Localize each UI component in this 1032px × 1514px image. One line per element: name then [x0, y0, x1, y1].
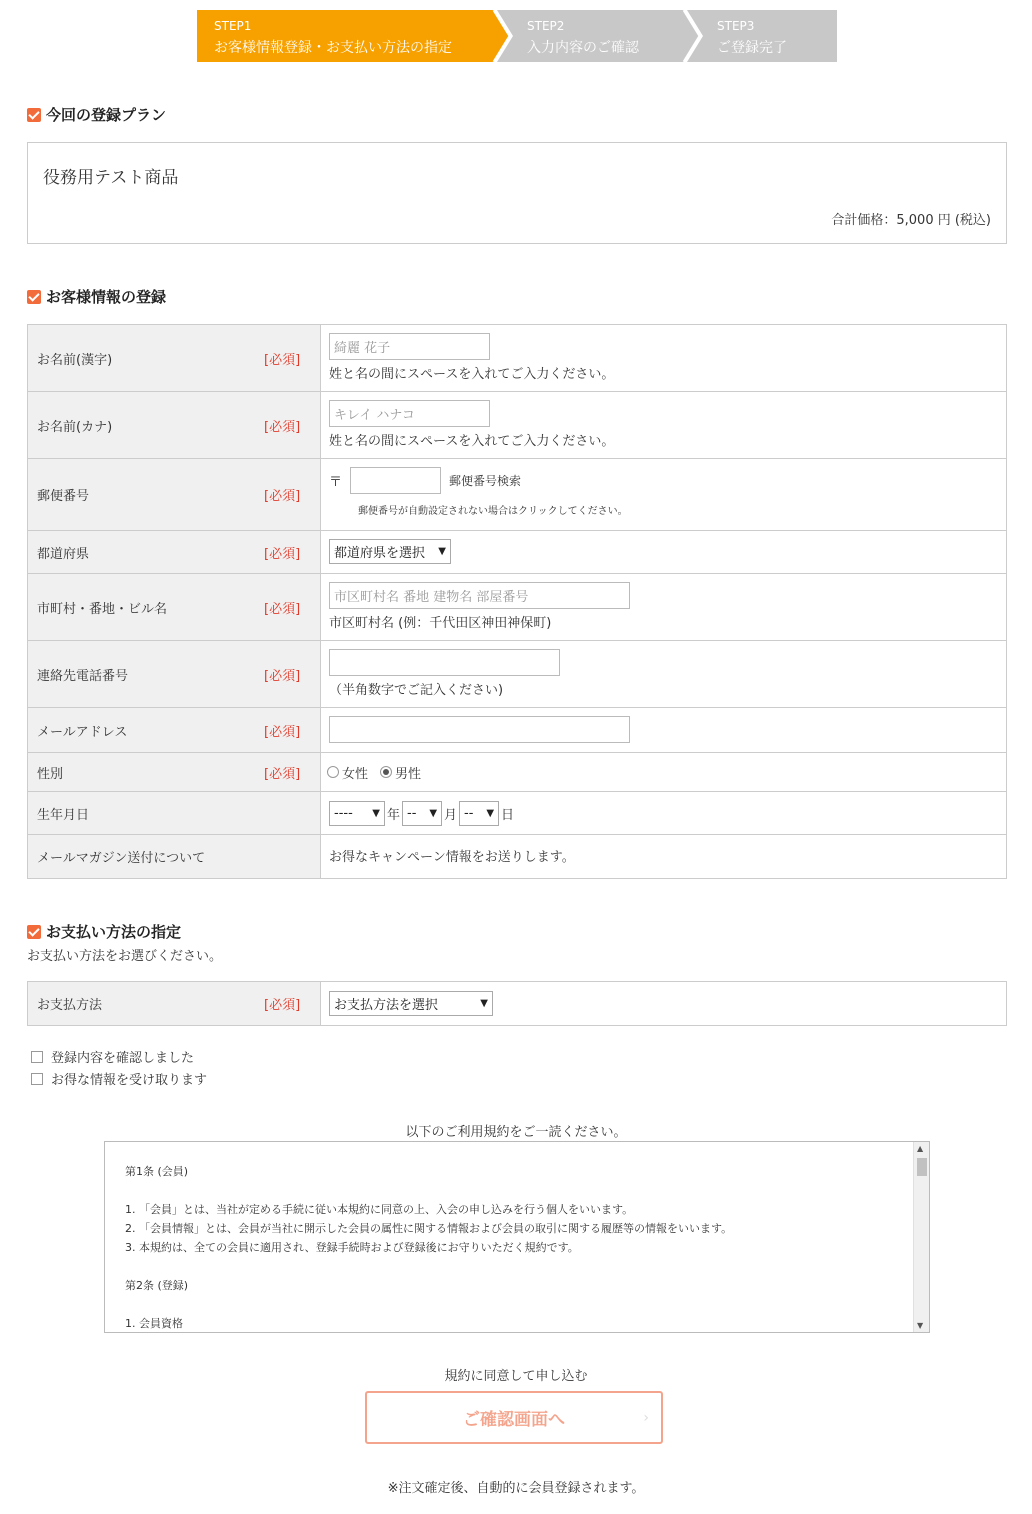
address-note: 市区町村名 (例：千代田区神田神保町) [329, 616, 552, 631]
caret-down-icon: ▼ [486, 807, 495, 819]
row-phone [28, 641, 1006, 708]
agree-text: 規約に同意して申し込む [444, 1369, 588, 1384]
terms-line-blank [125, 1295, 732, 1314]
birth-year-select[interactable] [329, 801, 385, 826]
checkbox-checked-icon [27, 108, 41, 122]
terms-line: 第2条 (登録) [125, 1279, 189, 1292]
year-unit: 年 [387, 807, 401, 823]
phone-label: 連絡先電話番号 [37, 668, 129, 684]
step-2-label: 入力内容のご確認 [527, 40, 639, 56]
payment-subtext: お支払い方法をお選びください。 [27, 949, 223, 964]
payment-select[interactable] [329, 991, 493, 1016]
prefecture-select[interactable] [329, 539, 451, 564]
label-cell [28, 392, 321, 458]
plan-name: 役務用テスト商品 [43, 168, 179, 188]
terms-line-blank [125, 1257, 732, 1276]
scroll-up-icon[interactable]: ▲ [917, 1144, 924, 1153]
checkbox-checked-icon [27, 925, 41, 939]
checkbox-checked-icon [27, 290, 41, 304]
payment-form [27, 981, 1007, 1026]
terms-line-blank [125, 1181, 732, 1200]
row-payment [28, 982, 1006, 1026]
label-cell [28, 641, 321, 707]
month-unit: 月 [444, 807, 458, 823]
customer-form [27, 324, 1007, 879]
postal-prefix: 〒 [329, 475, 343, 490]
required-badge: [必須] [264, 766, 301, 782]
address-label: 市町村・番地・ビル名 [37, 601, 168, 617]
required-badge: [必須] [264, 998, 301, 1013]
birth-month-value: -- [407, 805, 417, 821]
name-kana-label: お名前(カナ) [37, 419, 113, 435]
payment-heading [27, 921, 181, 942]
row-prefecture [28, 531, 1006, 574]
phone-note: （半角数字でご記入ください) [329, 683, 504, 698]
caret-down-icon: ▼ [480, 998, 488, 1009]
terms-scrollbar[interactable] [913, 1142, 929, 1332]
gender-male-label: 男性 [395, 766, 422, 782]
terms-line: 2. 「会員情報」とは、会員が当社に開示した会員の属性に関する情報および会員の取引に関する履歴等の情報をいいます。 [125, 1222, 733, 1235]
required-badge: [必須] [264, 546, 301, 562]
label-cell [28, 459, 321, 530]
row-birth [28, 792, 1006, 835]
terms-content [125, 1162, 732, 1333]
step-3 [684, 10, 837, 62]
step-1-label: お客様情報登録・お支払い方法の指定 [214, 40, 452, 56]
terms-line: 3. 本規約は、全ての会員に適用され、登録手続時および登録後にお守りいただく規約です。 [125, 1241, 579, 1254]
caret-down-icon: ▼ [372, 807, 380, 819]
value-cell [321, 459, 1006, 530]
day-unit: 日 [501, 807, 515, 823]
step-2-num: STEP2 [527, 19, 565, 33]
row-gender [28, 753, 1006, 792]
customer-heading-text: お客様情報の登録 [46, 288, 167, 306]
postal-label: 郵便番号 [37, 489, 90, 504]
row-address [28, 574, 1006, 641]
postal-search-link[interactable]: 郵便番号検索 [449, 474, 522, 488]
caret-down-icon: ▼ [429, 807, 438, 819]
value-cell [321, 753, 1006, 791]
payment-label: お支払方法 [37, 998, 103, 1013]
radio-selected-icon [380, 766, 392, 778]
info-checkbox-row[interactable] [31, 1069, 207, 1088]
info-checkbox[interactable] [31, 1073, 43, 1085]
footer-note: ※注文確定後、自動的に会員登録されます。 [387, 1481, 645, 1496]
required-badge: [必須] [264, 489, 301, 504]
birth-month-select[interactable] [402, 801, 442, 826]
postal-note: 郵便番号が自動設定されない場合はクリックしてください。 [358, 506, 628, 517]
gender-label: 性別 [37, 766, 64, 782]
plan-heading [27, 104, 166, 125]
chevron-right-icon: › [643, 1409, 649, 1426]
label-cell [28, 531, 321, 573]
name-kanji-note: 姓と名の間にスペースを入れてご入力ください。 [329, 367, 615, 382]
step-1 [197, 10, 507, 62]
value-cell [321, 982, 1006, 1025]
gender-female-radio[interactable] [327, 763, 368, 782]
magazine-label: メールマガジン送付について [37, 851, 206, 866]
plan-price: 合計価格：5,000 円 (税込) [831, 213, 991, 228]
value-cell [321, 835, 1006, 878]
name-kana-note: 姓と名の間にスペースを入れてご入力ください。 [329, 434, 615, 449]
required-badge: [必須] [264, 668, 301, 684]
terms-title: 以下のご利用規約をご一読ください。 [405, 1125, 627, 1140]
confirm-button-label: ご確認画面へ [463, 1410, 565, 1430]
gender-male-radio[interactable] [380, 763, 421, 782]
email-input[interactable] [329, 716, 630, 743]
label-cell [28, 753, 321, 791]
value-cell [321, 574, 1006, 640]
postal-input[interactable] [350, 467, 441, 494]
step-3-label: ご登録完了 [717, 40, 787, 56]
step-progress [197, 10, 837, 62]
birth-day-value: -- [464, 805, 474, 821]
payment-select-value: お支払方法を選択 [334, 998, 439, 1013]
name-kana-input[interactable]: キレイ ハナコ [329, 400, 490, 427]
label-cell [28, 835, 321, 878]
step-3-num: STEP3 [717, 19, 755, 33]
confirm-checkbox-label: 登録内容を確認しました [51, 1051, 195, 1066]
caret-down-icon: ▼ [438, 546, 446, 557]
address-input[interactable]: 市区町村名 番地 建物名 部屋番号 [329, 582, 630, 609]
confirm-checkbox[interactable] [31, 1051, 43, 1063]
value-cell [321, 792, 1006, 834]
value-cell [321, 392, 1006, 458]
birth-year-value: ---- [334, 805, 353, 821]
gender-female-label: 女性 [342, 766, 369, 782]
name-kanji-input[interactable]: 綺麗 花子 [329, 333, 490, 360]
radio-icon [327, 766, 339, 778]
required-badge: [必須] [264, 419, 301, 435]
payment-heading-text: お支払い方法の指定 [46, 923, 182, 941]
magazine-text: お得なキャンペーン情報をお送りします。 [329, 850, 575, 865]
value-cell [321, 641, 1006, 707]
prefecture-select-value: 都道府県を選択 [334, 546, 426, 561]
birth-day-select[interactable] [459, 801, 499, 826]
info-checkbox-label: お得な情報を受け取ります [51, 1073, 208, 1088]
confirm-checkbox-row[interactable] [31, 1047, 194, 1066]
value-cell [321, 531, 1006, 573]
terms-line: 1. 会員資格 [125, 1317, 183, 1330]
row-magazine [28, 835, 1006, 879]
value-cell [321, 325, 1006, 391]
confirm-button[interactable] [365, 1391, 663, 1444]
scroll-thumb[interactable] [917, 1158, 927, 1176]
label-cell [28, 574, 321, 640]
customer-heading [27, 286, 166, 307]
row-postal [28, 459, 1006, 531]
value-cell [321, 708, 1006, 752]
label-cell [28, 708, 321, 752]
step-2 [494, 10, 694, 62]
birth-label: 生年月日 [37, 807, 90, 823]
label-cell [28, 325, 321, 391]
row-name-kana [28, 392, 1006, 459]
phone-input[interactable] [329, 649, 560, 676]
scroll-down-icon[interactable]: ▼ [917, 1321, 924, 1330]
step-1-num: STEP1 [214, 19, 252, 33]
row-email [28, 708, 1006, 753]
required-badge: [必須] [264, 352, 301, 368]
plan-box [27, 142, 1007, 244]
label-cell [28, 982, 321, 1025]
email-label: メールアドレス [37, 724, 128, 740]
terms-line: 第1条 (会員) [125, 1165, 189, 1178]
required-badge: [必須] [264, 601, 301, 617]
prefecture-label: 都道府県 [37, 546, 90, 562]
terms-line: 1. 「会員」とは、当社が定める手続に従い本規約に同意の上、入会の申し込みを行う個人をいいます。 [125, 1203, 634, 1216]
row-name-kanji [28, 325, 1006, 392]
name-kanji-label: お名前(漢字) [37, 352, 113, 368]
terms-box[interactable] [104, 1141, 930, 1333]
label-cell [28, 792, 321, 834]
plan-heading-text: 今回の登録プラン [46, 106, 167, 124]
required-badge: [必須] [264, 724, 301, 740]
